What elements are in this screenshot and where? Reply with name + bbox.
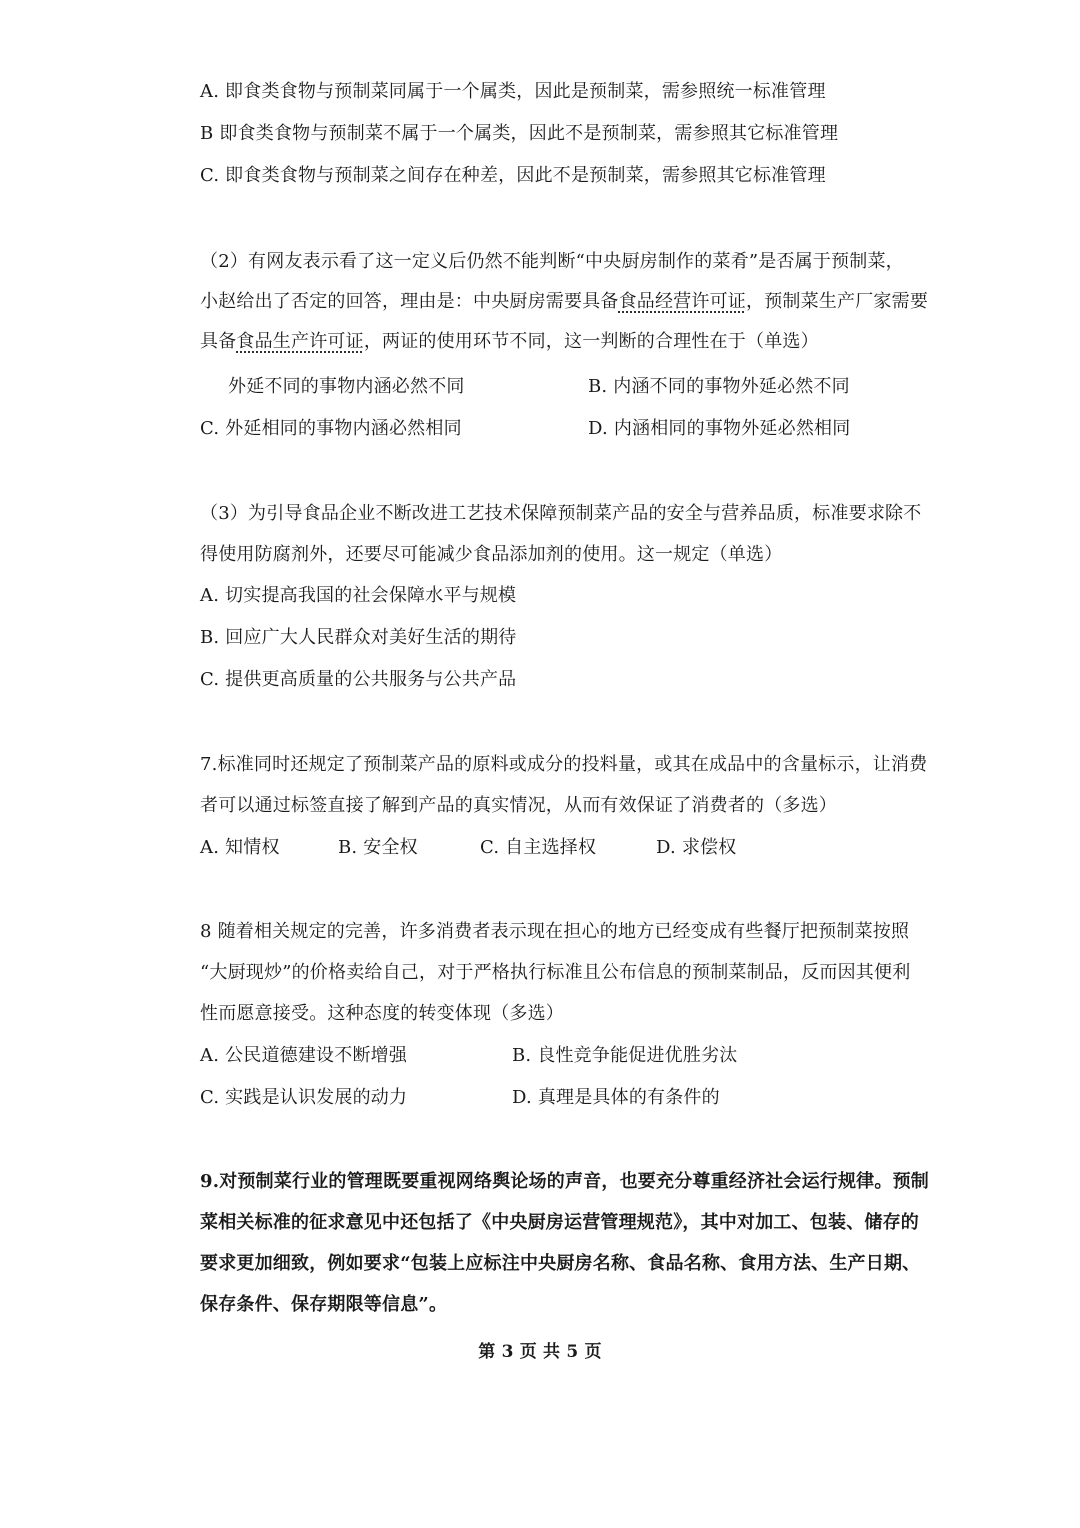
q2-dotted-production-license: 食品生产许可证 xyxy=(236,331,364,352)
q8-stem-line-2: “大厨现炒”的价格卖给自己，对于严格执行标准且公布信息的预制菜制品，反而因其便利 xyxy=(200,962,911,983)
q3-stem-line-1: （3）为引导食品企业不断改进工艺技术保障预制菜产品的安全与营养品质，标准要求除不 xyxy=(200,503,922,524)
q8-option-a: A. 公民道德建设不断增强 xyxy=(200,1045,408,1066)
prev-option-b: B 即食类食物与预制菜不属于一个属类，因此不是预制菜，需参照其它标准管理 xyxy=(200,123,839,144)
q7-stem-line-1: 7.标准同时还规定了预制菜产品的原料或成分的投料量，或其在成品中的含量标示，让消费 xyxy=(200,754,928,775)
prev-option-c: C. 即食类食物与预制菜之间存在种差，因此不是预制菜，需参照其它标准管理 xyxy=(200,165,826,186)
q8-stem-line-3: 性而愿意接受。这种态度的转变体现（多选） xyxy=(200,1003,564,1024)
q7-stem-line-2: 者可以通过标签直接了解到产品的真实情况，从而有效保证了消费者的（多选） xyxy=(200,795,837,816)
q2-line2-suffix: ，预制菜生产厂家需要 xyxy=(746,291,929,312)
q2-option-d: D. 内涵相同的事物外延必然相同 xyxy=(588,418,851,439)
page-number-footer: 第 3 页 共 5 页 xyxy=(478,1342,602,1362)
q2-stem-line-3 xyxy=(200,330,819,354)
q2-option-b: B. 内涵不同的事物外延必然不同 xyxy=(588,376,850,397)
q7-option-d: D. 求偿权 xyxy=(656,837,737,858)
q3-option-a: A. 切实提高我国的社会保障水平与规模 xyxy=(200,585,517,606)
q8-stem-line-1: 8 随着相关规定的完善，许多消费者表示现在担心的地方已经变成有些餐厅把预制菜按照 xyxy=(200,921,910,942)
q2-stem-line-2 xyxy=(200,290,928,314)
q8-option-d: D. 真理是具体的有条件的 xyxy=(512,1087,720,1108)
q3-stem-line-2: 得使用防腐剂外，还要尽可能减少食品添加剂的使用。这一规定（单选） xyxy=(200,544,783,565)
q9-stem-line-2: 菜相关标准的征求意见中还包括了《中央厨房运营管理规范》，其中对加工、包装、储存的 xyxy=(200,1212,919,1233)
prev-option-a: A. 即食类食物与预制菜同属于一个属类，因此是预制菜，需参照统一标准管理 xyxy=(200,81,826,102)
q7-option-a: A. 知情权 xyxy=(200,837,280,858)
q7-option-c: C. 自主选择权 xyxy=(480,837,597,858)
q2-line3-prefix: 具备 xyxy=(200,331,237,352)
q2-option-c: C. 外延相同的事物内涵必然相同 xyxy=(200,418,462,439)
q3-option-c: C. 提供更高质量的公共服务与公共产品 xyxy=(200,669,517,690)
q3-option-b: B. 回应广大人民群众对美好生活的期待 xyxy=(200,627,517,648)
q2-line3-suffix: ，两证的使用环节不同，这一判断的合理性在于（单选） xyxy=(363,331,819,352)
q8-option-c: C. 实践是认识发展的动力 xyxy=(200,1087,408,1108)
q9-stem-line-3: 要求更加细致，例如要求“包装上应标注中央厨房名称、食品名称、食用方法、生产日期、 xyxy=(200,1253,921,1274)
q9-stem-line-4: 保存条件、保存期限等信息”。 xyxy=(200,1294,448,1315)
q2-line2-prefix: 小赵给出了否定的回答，理由是：中央厨房需要具备 xyxy=(200,291,619,312)
q2-option-a: 外延不同的事物内涵必然不同 xyxy=(228,376,465,397)
q8-option-b: B. 良性竞争能促进优胜劣汰 xyxy=(512,1045,738,1066)
q2-stem-line-1: （2）有网友表示看了这一定义后仍然不能判断“中央厨房制作的菜肴”是否属于预制菜， xyxy=(200,251,904,272)
q2-dotted-business-license: 食品经营许可证 xyxy=(618,291,747,312)
q9-stem-line-1: 9.对预制菜行业的管理既要重视网络舆论场的声音，也要充分尊重经济社会运行规律。预制 xyxy=(200,1171,929,1192)
q7-option-b: B. 安全权 xyxy=(338,837,418,858)
